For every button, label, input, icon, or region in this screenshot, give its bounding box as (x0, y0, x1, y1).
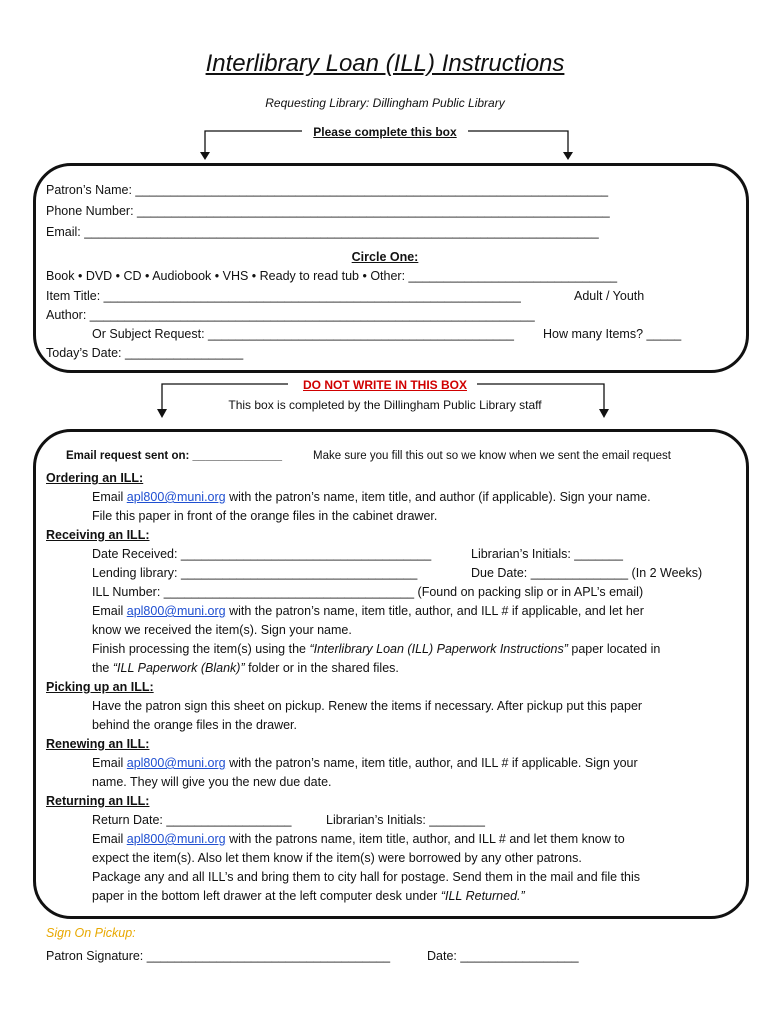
ordering-heading: Ordering an ILL: (46, 471, 144, 485)
ordering-line-1-text: with the patron’s name, item title, and author (if applicable). Sign your name. (225, 490, 651, 504)
page-title: Interlibrary Loan (ILL) Instructions (205, 50, 565, 77)
email-sent-field[interactable]: Email request sent on: ______________ (66, 450, 283, 462)
patron-signature-field[interactable]: Patron Signature: ___________________________________ (46, 949, 391, 963)
receiving-heading: Receiving an ILL: (46, 528, 150, 542)
email-sent-note: Make sure you fill this out so we know when we sent the email request (313, 450, 671, 462)
receiving-email-text: with the patron’s name, item title, author, and ILL # if applicable, and let her (225, 604, 644, 618)
returning-heading: Returning an ILL: (46, 794, 150, 808)
circle-one-label: Circle One: (351, 250, 419, 264)
email-field[interactable]: Email: __________________________________________________________________________ (46, 225, 599, 239)
email-link[interactable]: apl800@muni.org (126, 756, 226, 770)
do-not-write-label: DO NOT WRITE IN THIS BOX (303, 378, 467, 392)
ordering-line-2: File this paper in front of the orange files in the cabinet drawer. (92, 509, 438, 523)
package-line-1: Package any and all ILL’s and bring them to city hall for postage. Send them in the mail and file this (92, 870, 641, 884)
finish-line-2 (92, 661, 399, 675)
renewing-line-2: name. They will give you the new due date. (92, 775, 332, 789)
finish2-text-b: “ILL Paperwork (Blank)” (112, 661, 245, 675)
package-text-b: “ILL Returned.” (440, 889, 525, 903)
finish-text-b: “Interlibrary Loan (ILL) Paperwork Instructions” (309, 642, 568, 656)
finish-line-1 (92, 642, 660, 656)
package-line-2 (92, 889, 525, 903)
package-text-a: paper in the bottom left drawer at the left computer desk under (92, 889, 441, 903)
lending-library-field[interactable]: Lending library: __________________________________ (92, 566, 418, 580)
renewing-line-1-text: with the patron’s name, item title, author, and ILL # if applicable. Sign your (225, 756, 638, 770)
email-word: Email (92, 756, 124, 770)
ordering-line-1 (92, 490, 651, 504)
finish-text-a: Finish processing the item(s) using the (92, 642, 310, 656)
picking-line-2: behind the orange files in the drawer. (92, 718, 297, 732)
patron-name-field[interactable]: Patron’s Name: ____________________________________________________________________ (46, 183, 609, 197)
email-word: Email (92, 832, 124, 846)
email-word: Email (92, 490, 124, 504)
email-link[interactable]: apl800@muni.org (126, 604, 226, 618)
completed-by-label: This box is completed by the Dillingham Public Library staff (228, 398, 542, 412)
picking-line-1: Have the patron sign this sheet on pickup. Renew the items if necessary. After pickup put this paper (92, 699, 643, 713)
returning-email-text: with the patrons name, item title, author, and ILL # and let them know to (225, 832, 625, 846)
format-options[interactable]: Book • DVD • CD • Audiobook • VHS • Ready to read tub • Other: ______________________________ (46, 269, 618, 283)
pickup-date-field[interactable]: Date: _________________ (427, 949, 579, 963)
how-many-items-field[interactable]: How many Items? _____ (543, 327, 682, 341)
age-options[interactable]: Adult / Youth (574, 289, 645, 303)
email-link[interactable]: apl800@muni.org (126, 832, 226, 846)
complete-box-label: Please complete this box (313, 125, 457, 139)
renewing-line-1 (92, 756, 638, 770)
finish2-text-c: folder or in the shared files. (244, 661, 399, 675)
picking-heading: Picking up an ILL: (46, 680, 154, 694)
author-field[interactable]: Author: ________________________________________________________________ (46, 308, 535, 322)
return-date-field[interactable]: Return Date: __________________ (92, 813, 292, 827)
phone-number-field[interactable]: Phone Number: ____________________________________________________________________ (46, 204, 610, 218)
receiving-email-line-2: know we received the item(s). Sign your name. (92, 623, 352, 637)
item-title-field[interactable]: Item Title: ____________________________________________________________ (46, 289, 521, 303)
sign-on-pickup-heading: Sign On Pickup: (46, 926, 136, 940)
email-word: Email (92, 604, 124, 618)
finish-text-c: paper located in (567, 642, 661, 656)
date-received-field[interactable]: Date Received: ____________________________________ (92, 547, 432, 561)
requesting-library: Requesting Library: Dillingham Public Library (265, 96, 505, 110)
renewing-heading: Renewing an ILL: (46, 737, 150, 751)
receiving-email-line (92, 604, 644, 618)
receiving-initials-field[interactable]: Librarian’s Initials: _______ (471, 547, 623, 561)
returning-initials-field[interactable]: Librarian’s Initials: ________ (326, 813, 485, 827)
todays-date-field[interactable]: Today’s Date: _________________ (46, 346, 244, 360)
finish2-text-a: the (92, 661, 113, 675)
due-date-field[interactable]: Due Date: ______________ (In 2 Weeks) (471, 566, 703, 580)
ill-number-field[interactable]: ILL Number: ____________________________________ (Found on packing slip or in APL’s email) (92, 585, 644, 599)
returning-email-line (92, 832, 625, 846)
subject-request-field[interactable]: Or Subject Request: ____________________________________________ (92, 327, 514, 341)
email-link[interactable]: apl800@muni.org (126, 490, 226, 504)
returning-email-line-2: expect the item(s). Also let them know if the item(s) were borrowed by any other patrons. (92, 851, 582, 865)
